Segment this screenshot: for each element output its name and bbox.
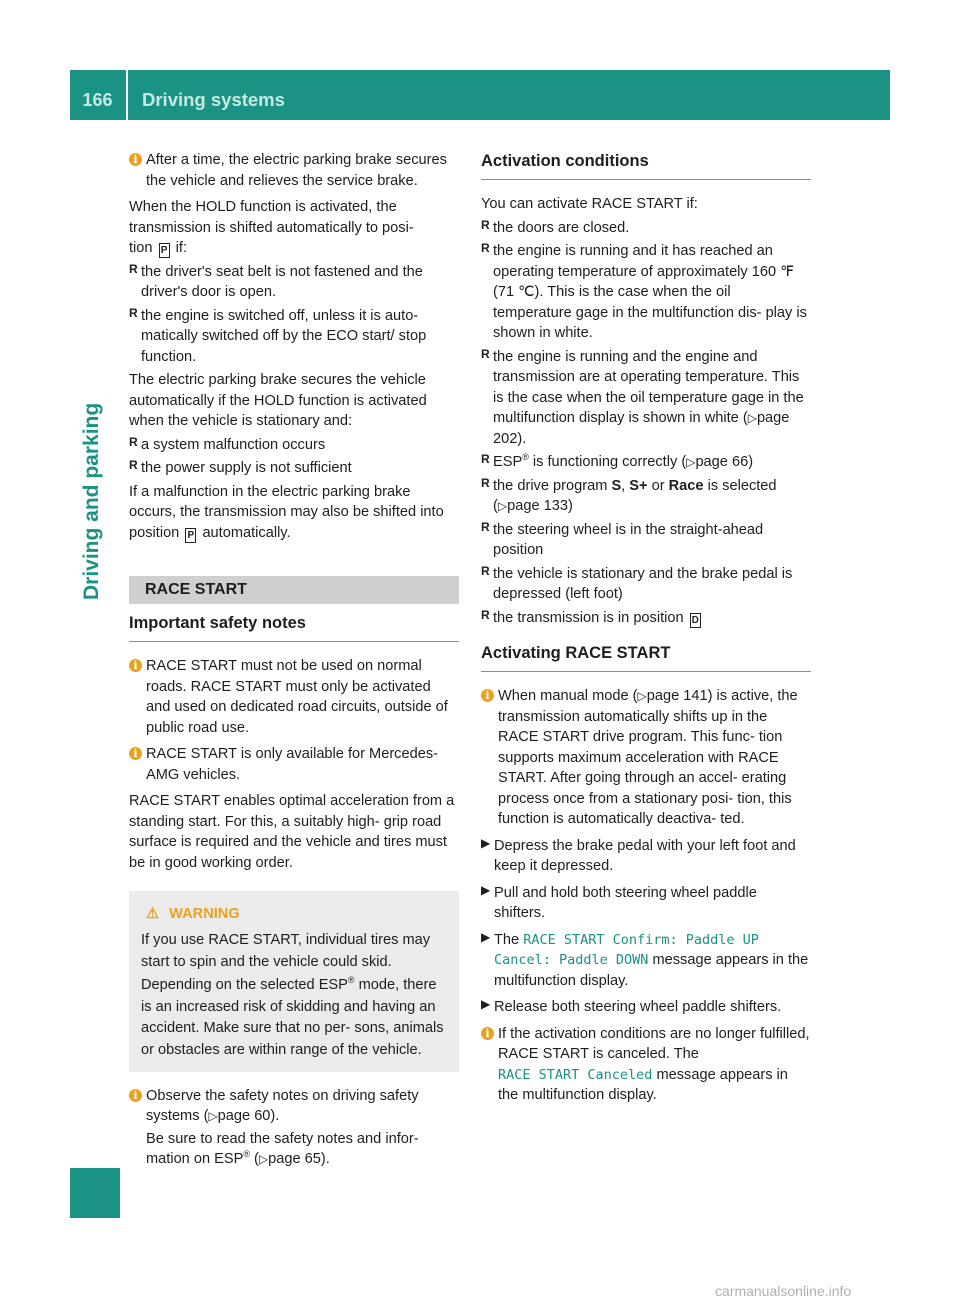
paragraph: When the HOLD function is activated, the transmission is shifted automatically to posi- [129,199,414,236]
bullet-icon: R [481,346,490,361]
gear-p-symbol: P [159,243,170,258]
page-link[interactable]: page 60). [217,1108,280,1125]
paragraph: RACE START enables optimal acceleration from a standing start. For this, a suitably high- grip road surface is required and the vehicle and tires must be in good working order. [129,793,455,871]
info-icon: i [129,659,142,672]
left-column [129,150,459,1176]
paragraph: If a malfunction in the electric parking brake occurs, the transmission may also be shifted into position P automatically. [129,483,444,541]
paragraph: The electric parking brake secures the vehicle automatically if the HOLD function is activated when the vehicle is stationary and: [129,372,427,429]
bullet-icon: R [129,261,138,276]
info-note: i When manual mode (▷page 141) is active, the transmission automatically shifts up in the RACE START drive program. This func- tion supports maximum acceleration with RACE START. After going through an accel- erating process once from a stationary posi- tion, this function is automatically deactiva- ted. [481,686,811,830]
step-arrow-icon: ▶ [481,882,491,897]
side-tab-label: Driving and parking [80,402,103,600]
info-icon: i [129,1089,142,1102]
step-arrow-icon: ▶ [481,835,491,850]
info-icon: i [129,153,142,166]
watermark: carmanualsonline.info [715,1283,852,1299]
section-heading: Important safety notes [129,614,459,642]
section-heading: Activation conditions [481,152,811,180]
gear-d-symbol: D [691,614,699,626]
info-note: i Observe the safety notes on driving safety systems (▷page 60). Be sure to read the safety notes and infor- mation on ESP® (▷page 65). [129,1086,459,1170]
list-item: R the engine is running and it has reached an operating temperature of approximately 160 ℉ (71 ℃). This is the case when the oil temperature gage in the multifunction dis- play is shown in white. [481,241,807,341]
step-item: ▶ Depress the brake pedal with your left foot and keep it depressed. [481,835,796,874]
bullet-icon: R [481,563,490,578]
list-item: R the transmission is in position D [481,607,699,626]
info-note: i RACE START must not be used on normal roads. RACE START must only be activated and used on dedicated road circuits, outside of public road use. [129,656,459,738]
bullet-icon: R [481,475,490,490]
step-arrow-icon: ▶ [481,929,491,944]
warning-triangle-icon: ⚠ [146,906,160,922]
page-number: 166 [82,90,113,110]
chapter-title: Driving systems [142,89,285,110]
section-band: RACE START [129,576,459,604]
bullet-icon: R [481,452,490,466]
page-ref-arrow-icon: ▷ [497,499,508,513]
list-item: R ESP® is functioning correctly (▷page 66) [481,452,754,470]
bullet-icon: R [129,434,138,449]
side-tab-block [70,1168,120,1218]
list-item: R the vehicle is stationary and the brake pedal is depressed (left foot) [481,563,793,602]
list-item: R the doors are closed. [481,217,630,236]
gear-p-symbol: P [185,528,196,543]
warning-heading: ⚠ WARNING [146,906,240,922]
page-link[interactable]: page 133) [507,498,573,514]
info-icon: i [481,1027,494,1040]
page-ref-arrow-icon: ▷ [637,689,647,703]
list-item: R the drive program S, S+ or Race is selected (▷page 133) [481,475,777,514]
bullet-icon: R [481,607,490,622]
info-note [129,150,459,191]
page-ref-arrow-icon: ▷ [208,1109,218,1124]
bullet-icon: R [481,217,490,232]
paragraph: tion P if: [129,240,188,256]
info-note: i RACE START is only available for Mercedes-AMG vehicles. [129,744,459,785]
step-item: ▶ Release both steering wheel paddle shifters. [481,997,782,1015]
section-heading: Activating RACE START [481,644,811,672]
header-divider [126,70,128,120]
bullet-icon: R [481,241,490,255]
page-ref-arrow-icon: ▷ [258,1152,269,1167]
step-item: ▶ The RACE START Confirm: Paddle UP Cancel: Paddle DOWN message appears in the multifunction display. [481,929,809,989]
step-item: ▶ Pull and hold both steering wheel paddle shifters. [481,882,757,921]
list-item: R the steering wheel is in the straight-ahead position [481,519,764,558]
list-item: R the engine is switched off, unless it is auto- matically switched off by the ECO start/ stop function. [129,305,427,365]
info-icon: i [481,689,494,702]
display-message: RACE START Confirm: Paddle UP [523,931,759,948]
page-link[interactable]: page 141 [646,688,708,704]
warning-box: ⚠ WARNING If you use RACE START, individual tires may start to spin and the vehicle could skid. Depending on the selected ESP® mode, there is an increased risk of skidding and having an accident. Make sure that no per- sons, animals or obstacles are within range of the vehicle. [129,891,459,1072]
page-ref-arrow-icon: ▷ [747,411,757,425]
page-link[interactable]: page 65). [268,1151,330,1168]
right-column [481,150,811,1112]
page-link[interactable]: page 66) [695,454,754,470]
page-ref-arrow-icon: ▷ [686,455,696,469]
bullet-icon: R [481,519,490,534]
paragraph: You can activate RACE START if: [481,196,698,212]
display-message: RACE START Canceled [498,1066,653,1083]
list-item: R the power supply is not sufficient [129,458,352,476]
list-item: R the engine is running and the engine and transmission are at operating temperature. This is the case when the oil temperature gage in the multifunction display is shown in white (▷page 202). [481,346,804,447]
list-item: R a system malfunction occurs [129,434,326,453]
info-text: After a time, the electric parking brake secures the vehicle and relieves the service brake. [146,152,447,189]
bullet-icon: R [129,458,138,472]
page-link[interactable]: page 202). [493,410,790,447]
info-icon: i [129,747,142,760]
step-arrow-icon: ▶ [481,997,491,1011]
bullet-icon: R [129,305,138,320]
info-note: i If the activation conditions are no longer fulfilled, RACE START is canceled. The RACE START Canceled message appears in the multifunction display. [481,1024,811,1106]
display-message: Cancel: Paddle DOWN [494,952,649,968]
list-item: R the driver's seat belt is not fastened and the driver's door is open. [129,261,423,300]
